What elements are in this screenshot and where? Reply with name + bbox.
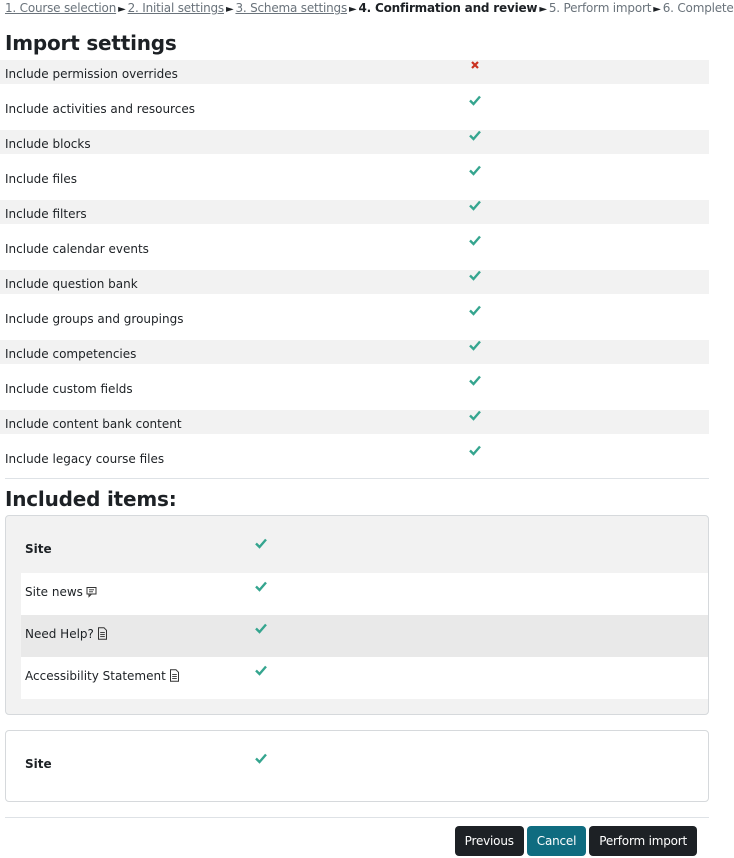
item-label-text: Accessibility Statement	[25, 669, 166, 683]
step-separator-icon: ►	[539, 4, 547, 15]
step-4: 4. Confirmation and review	[358, 1, 538, 15]
setting-label: Include question bank	[5, 277, 138, 291]
step-5: 5. Perform import	[548, 1, 652, 15]
included-item-label	[25, 585, 98, 601]
setting-row	[0, 200, 709, 224]
included-item-section-header	[21, 745, 708, 787]
previous-button[interactable]: Previous	[455, 826, 524, 856]
step-2[interactable]: 2. Initial settings	[127, 1, 224, 15]
setting-row	[0, 235, 709, 259]
check-icon	[468, 406, 482, 420]
setting-row	[0, 305, 709, 329]
perform-import-button[interactable]: Perform import	[589, 826, 697, 856]
section-label: Site	[25, 542, 52, 556]
check-icon	[468, 441, 482, 455]
setting-row	[0, 130, 709, 154]
setting-row	[0, 410, 709, 434]
setting-row	[0, 445, 709, 469]
check-icon	[468, 301, 482, 315]
check-icon	[468, 196, 482, 210]
setting-label: Include competencies	[5, 347, 137, 361]
setting-label: Include files	[5, 172, 78, 186]
setting-label: Include custom fields	[5, 382, 133, 396]
check-icon	[254, 663, 268, 677]
cancel-button[interactable]: Cancel	[527, 826, 586, 856]
step-separator-icon: ►	[225, 4, 234, 15]
setting-label: Include legacy course files	[5, 452, 165, 466]
check-icon	[254, 751, 268, 765]
cross-icon	[468, 56, 482, 70]
item-label-text: Site news	[25, 585, 83, 599]
step-6: 6. Complete	[662, 1, 734, 15]
included-item-row	[21, 573, 708, 615]
setting-row	[0, 165, 709, 189]
setting-label: Include calendar events	[5, 242, 149, 256]
setting-row	[0, 340, 709, 364]
import-settings-list	[0, 60, 709, 480]
import-steps-breadcrumb	[5, 1, 734, 17]
item-label-text: Need Help?	[25, 627, 94, 641]
setting-label: Include permission overrides	[5, 67, 178, 81]
check-icon	[468, 126, 482, 140]
check-icon	[468, 161, 482, 175]
check-icon	[468, 91, 482, 105]
included-item-row	[21, 657, 708, 699]
step-separator-icon: ►	[118, 4, 126, 15]
check-icon	[468, 371, 482, 385]
divider	[5, 478, 709, 479]
included-item-label	[25, 669, 180, 685]
check-icon	[254, 536, 268, 550]
setting-label: Include filters	[5, 207, 87, 221]
section-label: Site	[25, 757, 52, 771]
included-item-section-header	[21, 530, 708, 572]
forum-icon	[86, 586, 98, 601]
check-icon	[254, 579, 268, 593]
page-icon	[169, 669, 180, 685]
step-3[interactable]: 3. Schema settings	[235, 1, 348, 15]
included-items-panel-site-2	[5, 730, 709, 802]
check-icon	[254, 621, 268, 635]
setting-row	[0, 95, 709, 119]
setting-row	[0, 270, 709, 294]
check-icon	[468, 266, 482, 280]
setting-row	[0, 60, 709, 84]
setting-label: Include content bank content	[5, 417, 182, 431]
page-icon	[97, 627, 108, 643]
setting-label: Include activities and resources	[5, 102, 195, 116]
setting-label: Include blocks	[5, 137, 91, 151]
import-settings-heading: Import settings	[5, 31, 177, 55]
step-1[interactable]: 1. Course selection	[5, 1, 117, 15]
step-separator-icon: ►	[349, 4, 357, 15]
check-icon	[468, 231, 482, 245]
setting-row	[0, 375, 709, 399]
step-separator-icon: ►	[653, 4, 661, 15]
action-buttons	[455, 826, 697, 856]
divider	[5, 817, 709, 818]
included-item-label	[25, 627, 108, 643]
included-items-panel-site	[5, 515, 709, 715]
included-item-row	[21, 615, 708, 657]
check-icon	[468, 336, 482, 350]
setting-label: Include groups and groupings	[5, 312, 184, 326]
included-items-heading: Included items:	[5, 487, 177, 511]
